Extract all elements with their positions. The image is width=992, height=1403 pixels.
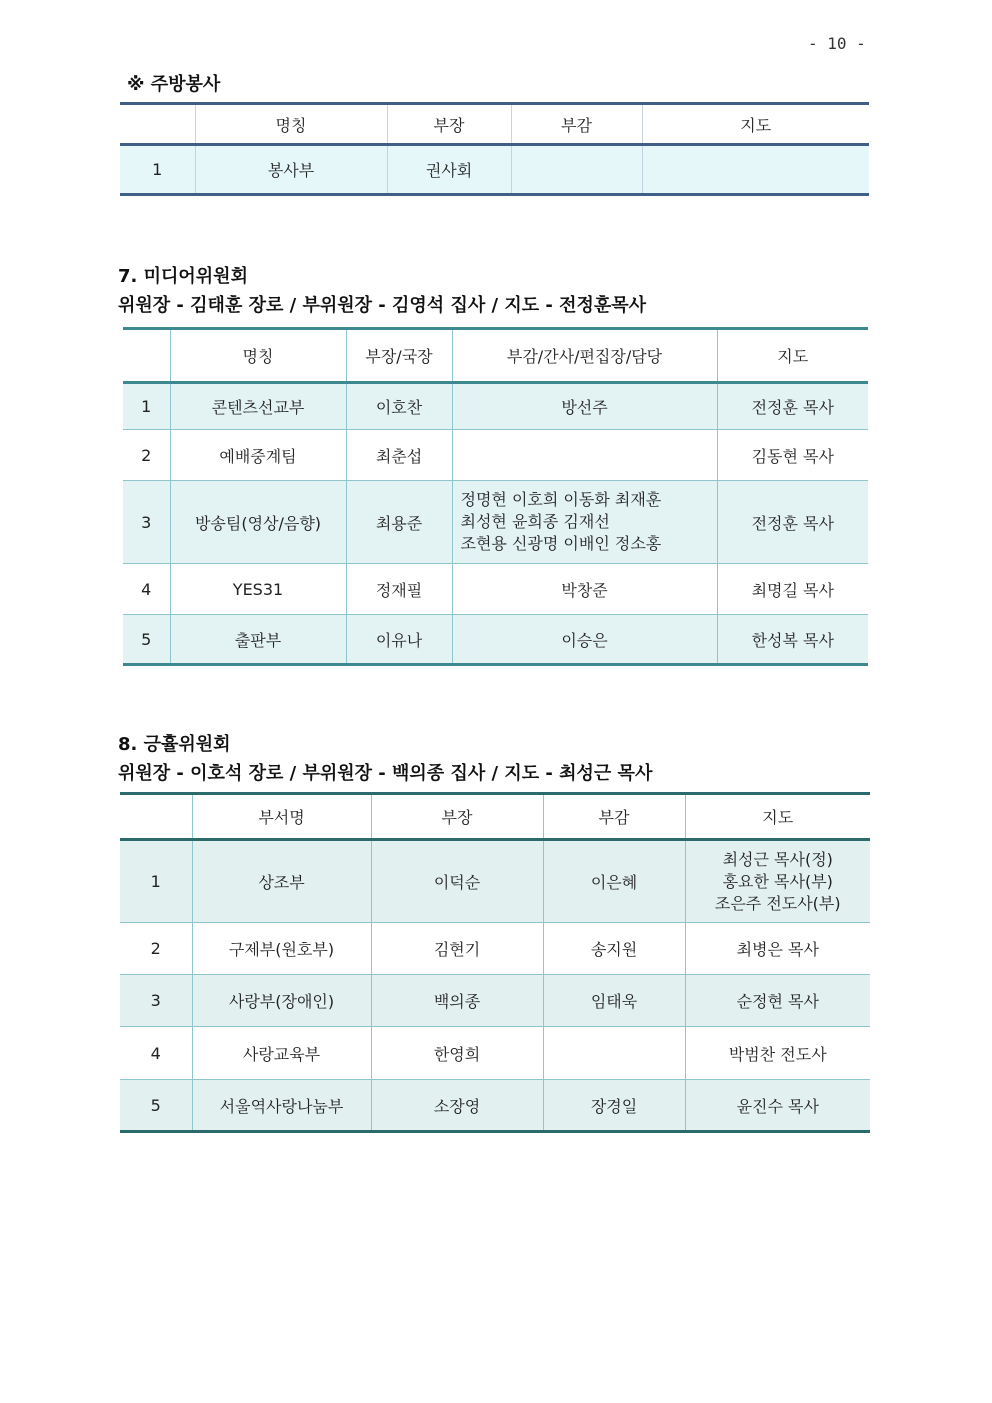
table-row xyxy=(120,923,870,975)
dept-name: 구제부(원호부) xyxy=(192,923,371,975)
table-row xyxy=(120,975,870,1027)
column-header xyxy=(120,104,195,145)
deputy xyxy=(452,430,717,481)
dept-name: 서울역사랑나눔부 xyxy=(192,1080,371,1132)
column-header: 지도 xyxy=(717,329,868,383)
column-header: 부서명 xyxy=(192,794,371,840)
head: 최춘섭 xyxy=(346,430,452,481)
head: 한영희 xyxy=(371,1027,543,1080)
column-header xyxy=(123,329,170,383)
dept-name: 상조부 xyxy=(192,840,371,923)
head: 이호찬 xyxy=(346,383,452,430)
row-number: 2 xyxy=(120,923,192,975)
deputy: 박창준 xyxy=(452,564,717,615)
table-row xyxy=(120,1080,870,1132)
row-number: 4 xyxy=(120,1027,192,1080)
row-number: 1 xyxy=(123,383,170,430)
table-row xyxy=(123,615,868,665)
row-number: 5 xyxy=(120,1080,192,1132)
column-header: 부감 xyxy=(511,104,642,145)
deputy: 이은혜 xyxy=(543,840,685,923)
dept-name: 사랑교육부 xyxy=(192,1027,371,1080)
deputy xyxy=(511,145,642,195)
section8-subheading: 위원장 - 이호석 장로 / 부위원장 - 백의종 집사 / 지도 - 최성근 목사 xyxy=(118,763,653,784)
advisor-line: 홍요한 목사(부) xyxy=(722,871,833,891)
dept-name: 봉사부 xyxy=(195,145,387,195)
deputy xyxy=(543,1027,685,1080)
advisor xyxy=(642,145,869,195)
advisor: 순정현 목사 xyxy=(685,975,870,1027)
advisor: 최병은 목사 xyxy=(685,923,870,975)
advisor-line: 최성근 목사(정) xyxy=(722,849,833,869)
table-row xyxy=(123,383,868,430)
dept-name: 방송팀(영상/음향) xyxy=(170,481,346,564)
deputy: 장경일 xyxy=(543,1080,685,1132)
row-number: 4 xyxy=(123,564,170,615)
advisor: 전정훈 목사 xyxy=(717,383,868,430)
head: 최용준 xyxy=(346,481,452,564)
advisor: 전정훈 목사 xyxy=(717,481,868,564)
deputy: 방선주 xyxy=(452,383,717,430)
dept-name: YES31 xyxy=(170,564,346,615)
head: 이유나 xyxy=(346,615,452,665)
row-number: 1 xyxy=(120,145,195,195)
row-number: 5 xyxy=(123,615,170,665)
column-header: 부감/간사/편집장/담당 xyxy=(452,329,717,383)
dept-name: 사랑부(장애인) xyxy=(192,975,371,1027)
column-header: 부장 xyxy=(371,794,543,840)
head: 김현기 xyxy=(371,923,543,975)
head: 이덕순 xyxy=(371,840,543,923)
deputy-line: 조현용 신광명 이배인 정소홍 xyxy=(460,534,662,553)
row-number: 3 xyxy=(120,975,192,1027)
column-header: 명칭 xyxy=(170,329,346,383)
column-header: 명칭 xyxy=(195,104,387,145)
section7-heading: 7. 미디어위원회 xyxy=(118,266,248,287)
table-row xyxy=(120,1027,870,1080)
table-header-row xyxy=(120,794,870,840)
advisor-line: 조은주 전도사(부) xyxy=(714,893,841,913)
deputy: 임태욱 xyxy=(543,975,685,1027)
deputy-list xyxy=(452,481,717,564)
page-number: - 10 - xyxy=(808,34,866,53)
column-header: 부장/국장 xyxy=(346,329,452,383)
advisor: 박범찬 전도사 xyxy=(685,1027,870,1080)
row-number: 2 xyxy=(123,430,170,481)
head: 백의종 xyxy=(371,975,543,1027)
table-header-row xyxy=(120,104,869,145)
dept-name: 예배중계팀 xyxy=(170,430,346,481)
table-row xyxy=(120,145,869,195)
table-row xyxy=(120,840,870,923)
head: 정재필 xyxy=(346,564,452,615)
deputy: 송지원 xyxy=(543,923,685,975)
column-header: 부장 xyxy=(387,104,511,145)
table-row xyxy=(123,564,868,615)
deputy-line: 최성현 윤희종 김재선 xyxy=(460,512,610,531)
column-header xyxy=(120,794,192,840)
column-header: 부감 xyxy=(543,794,685,840)
deputy: 이승은 xyxy=(452,615,717,665)
head: 소장영 xyxy=(371,1080,543,1132)
advisor: 윤진수 목사 xyxy=(685,1080,870,1132)
deputy-line: 정명현 이호희 이동화 최재훈 xyxy=(460,490,662,509)
head: 권사회 xyxy=(387,145,511,195)
media-committee-table xyxy=(123,327,868,666)
row-number: 1 xyxy=(120,840,192,923)
table-row xyxy=(123,430,868,481)
table-header-row xyxy=(123,329,868,383)
advisor-list xyxy=(685,840,870,923)
dept-name: 콘텐츠선교부 xyxy=(170,383,346,430)
section7-subheading: 위원장 - 김태훈 장로 / 부위원장 - 김영석 집사 / 지도 - 전정훈목사 xyxy=(118,295,647,316)
column-header: 지도 xyxy=(642,104,869,145)
kitchen-heading: ※ 주방봉사 xyxy=(127,74,221,95)
advisor: 한성복 목사 xyxy=(717,615,868,665)
advisor: 최명길 목사 xyxy=(717,564,868,615)
section8-heading: 8. 긍휼위원회 xyxy=(118,734,231,755)
kitchen-table xyxy=(120,102,869,196)
dept-name: 출판부 xyxy=(170,615,346,665)
row-number: 3 xyxy=(123,481,170,564)
mercy-committee-table xyxy=(120,792,870,1133)
column-header: 지도 xyxy=(685,794,870,840)
advisor: 김동현 목사 xyxy=(717,430,868,481)
table-row xyxy=(123,481,868,564)
